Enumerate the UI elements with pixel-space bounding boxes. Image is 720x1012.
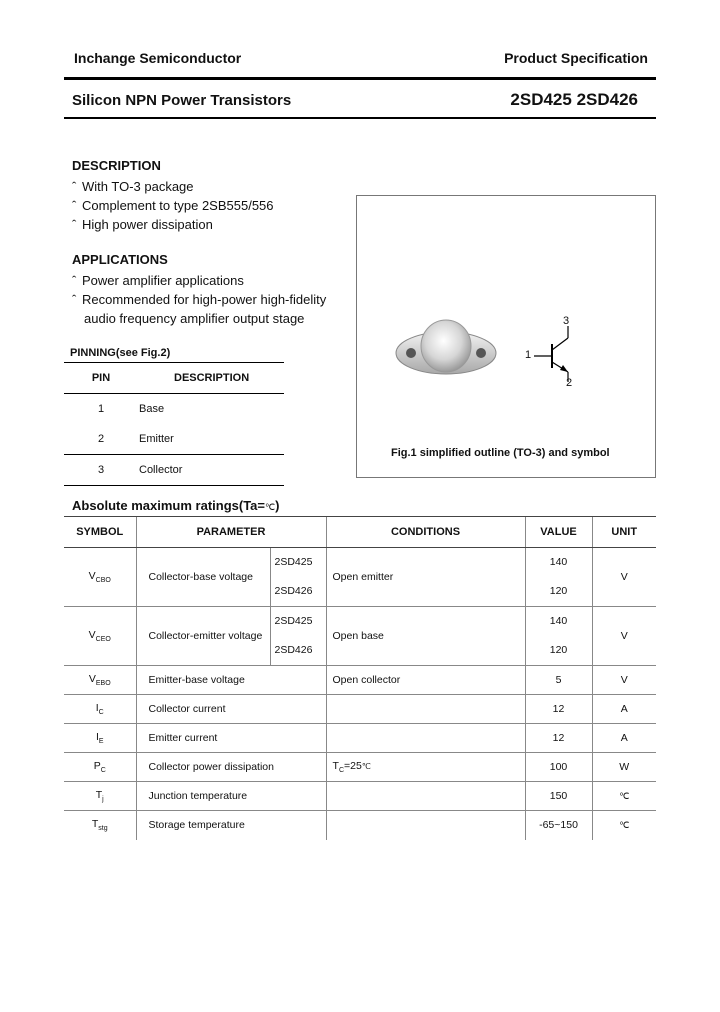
conditions-cell: $T_C=25℃$ bbox=[326, 753, 525, 782]
conditions-cell: Open emitter bbox=[326, 548, 525, 607]
conditions-cell bbox=[326, 782, 525, 811]
npn-transistor-symbol-icon bbox=[522, 314, 602, 394]
pin-description-header: DESCRIPTION bbox=[174, 372, 250, 384]
applications-list bbox=[72, 271, 326, 328]
symbol-cell: $V_{EBO}$ bbox=[64, 666, 136, 695]
applications-item: ˆ Recommended for high-power high-fidelity bbox=[72, 292, 327, 307]
value-cell: 140 120 bbox=[525, 607, 592, 666]
parameter-header: PARAMETER bbox=[136, 517, 326, 548]
conditions-cell: Open collector bbox=[326, 666, 525, 695]
unit-cell: A bbox=[592, 695, 656, 724]
table-row bbox=[64, 548, 656, 607]
pin-label-collector: 3 bbox=[563, 315, 570, 327]
unit-cell: ℃ bbox=[592, 811, 656, 840]
pinning-table bbox=[64, 363, 284, 486]
ratings-table bbox=[64, 516, 656, 840]
conditions-cell bbox=[326, 724, 525, 753]
description-item: ˆ High power dissipation bbox=[72, 217, 213, 232]
unit-cell: ℃ bbox=[592, 782, 656, 811]
pinning-heading: PINNING(see Fig.2) bbox=[70, 347, 171, 359]
applications-item: audio frequency amplifier output stage bbox=[84, 311, 305, 326]
value-cell: 140 120 bbox=[525, 548, 592, 607]
pin-number: 1 bbox=[97, 403, 105, 415]
unit-cell: V bbox=[592, 548, 656, 607]
table-row bbox=[64, 424, 284, 455]
parameter-cell: Collector power dissipation bbox=[136, 753, 326, 782]
symbol-cell: $I_E$ bbox=[64, 724, 136, 753]
product-family: Silicon NPN Power Transistors bbox=[72, 92, 292, 109]
table-row bbox=[64, 724, 656, 753]
company-name: Inchange Semiconductor bbox=[74, 50, 242, 66]
description-heading: DESCRIPTION bbox=[72, 158, 161, 173]
description-list bbox=[72, 177, 274, 234]
parameter-cell: Storage temperature bbox=[136, 811, 326, 840]
part-numbers: 2SD425 2SD426 bbox=[510, 90, 638, 109]
value-cell: -65~150 bbox=[525, 811, 592, 840]
pin-description: Emitter bbox=[139, 433, 174, 445]
pin-label-base: 1 bbox=[525, 349, 532, 361]
table-row bbox=[64, 782, 656, 811]
ratings-heading: Absolute maximum ratings(Ta=℃) bbox=[72, 498, 280, 513]
value-cell: 150 bbox=[525, 782, 592, 811]
symbol-cell: $V_{CBO}$ bbox=[64, 548, 136, 607]
pin-description: Collector bbox=[139, 464, 183, 476]
symbol-cell: $T_j$ bbox=[64, 782, 136, 811]
conditions-cell bbox=[326, 811, 525, 840]
table-row bbox=[64, 455, 284, 486]
unit-cell: V bbox=[592, 666, 656, 695]
parameter-cell: Collector current bbox=[136, 695, 326, 724]
figure-caption: Fig.1 simplified outline (TO-3) and symbol bbox=[391, 447, 610, 459]
conditions-cell bbox=[326, 695, 525, 724]
parameter-cell: Collector-base voltage bbox=[136, 548, 270, 607]
table-row bbox=[64, 666, 656, 695]
pin-label-emitter: 2 bbox=[566, 377, 573, 389]
pin-header: PIN bbox=[91, 372, 111, 384]
unit-cell: A bbox=[592, 724, 656, 753]
table-row bbox=[64, 695, 656, 724]
pin-number: 3 bbox=[97, 464, 105, 476]
title-rule bbox=[64, 117, 656, 119]
symbol-cell: $I_C$ bbox=[64, 695, 136, 724]
part-cell: 2SD425 2SD426 bbox=[270, 607, 326, 666]
parameter-cell: Junction temperature bbox=[136, 782, 326, 811]
header-rule bbox=[64, 77, 656, 80]
unit-cell: W bbox=[592, 753, 656, 782]
symbol-header: SYMBOL bbox=[64, 517, 136, 548]
table-row bbox=[64, 607, 656, 666]
parameter-cell: Emitter current bbox=[136, 724, 326, 753]
symbol-cell: $P_C$ bbox=[64, 753, 136, 782]
parameter-cell: Collector-emitter voltage bbox=[136, 607, 270, 666]
table-row bbox=[64, 811, 656, 840]
symbol-cell: $T_{stg}$ bbox=[91, 818, 108, 833]
document-type: Product Specification bbox=[504, 50, 648, 66]
pin-description: Base bbox=[139, 403, 165, 415]
symbol-cell: $V_{CEO}$ bbox=[64, 607, 136, 666]
conditions-header: CONDITIONS bbox=[326, 517, 525, 548]
description-item: ˆ With TO-3 package bbox=[72, 179, 194, 194]
conditions-cell: Open base bbox=[326, 607, 525, 666]
description-item: ˆ Complement to type 2SB555/556 bbox=[72, 198, 274, 213]
applications-heading: APPLICATIONS bbox=[72, 252, 168, 267]
value-cell: 12 bbox=[525, 724, 592, 753]
part-cell: 2SD425 2SD426 bbox=[270, 548, 326, 607]
table-row bbox=[64, 394, 284, 425]
value-cell: 100 bbox=[525, 753, 592, 782]
table-row bbox=[64, 753, 656, 782]
applications-item: ˆ Power amplifier applications bbox=[72, 273, 244, 288]
to3-package-image bbox=[357, 196, 655, 477]
value-header: VALUE bbox=[525, 517, 592, 548]
value-cell: 5 bbox=[525, 666, 592, 695]
unit-cell: V bbox=[592, 607, 656, 666]
parameter-cell: Emitter-base voltage bbox=[136, 666, 326, 695]
unit-header: UNIT bbox=[592, 517, 656, 548]
figure-box bbox=[356, 195, 656, 478]
pin-number: 2 bbox=[97, 433, 105, 445]
value-cell: 12 bbox=[525, 695, 592, 724]
